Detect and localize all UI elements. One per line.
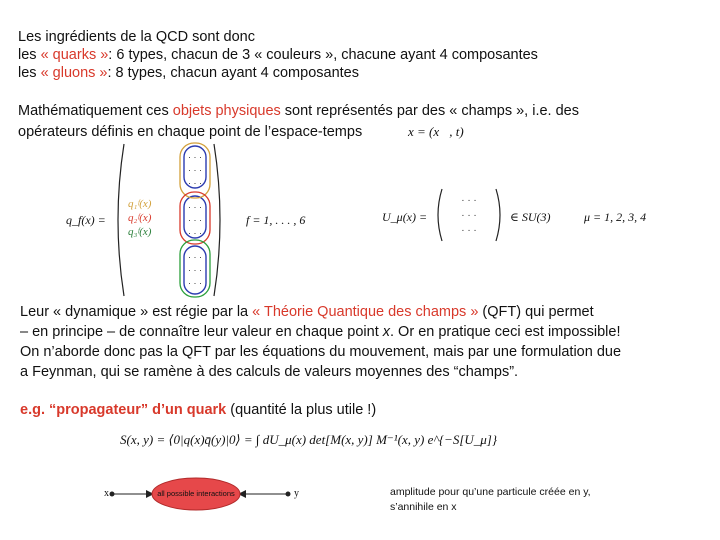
quarks-pre: les: [18, 47, 41, 63]
svg-text:· · ·: · · ·: [188, 152, 202, 162]
page-title: Les ingrédients de la QCD sont donc: [18, 29, 255, 45]
dynamics-post: (QFT) qui permet: [478, 304, 594, 320]
diagram-y-label: y: [294, 488, 299, 499]
svg-text:· · ·: · · ·: [188, 202, 202, 212]
gluons-pre: les: [18, 65, 41, 81]
svg-text:· · ·: · · ·: [461, 195, 477, 206]
interaction-bubble-label: all possible interactions: [157, 489, 235, 498]
propagator-post: (quantité la plus utile !): [226, 402, 377, 418]
dynamics-l2-pre: – en principe – de connaître leur valeur en chaque point: [20, 324, 383, 340]
diagram-caption-2: s’annihile en x: [390, 501, 457, 513]
quark-field-lhs: q_f(x) =: [66, 213, 106, 227]
gluons-line: [18, 64, 359, 82]
flavor-range: f = 1, . . . , 6: [246, 213, 306, 227]
math-intro-post: sont représentés par des « champs », i.e. des: [280, 103, 579, 119]
qft-term: « Théorie Quantique des champs »: [252, 304, 479, 320]
svg-text:· · ·: · · ·: [188, 215, 202, 225]
svg-text:· · ·: · · ·: [461, 225, 477, 236]
svg-text:· · ·: · · ·: [188, 178, 202, 188]
propagator-line: [20, 401, 376, 419]
quarks-post: : 6 types, chacun de 3 « couleurs », chacune ayant 4 composantes: [108, 47, 538, 63]
dynamics-line3: On n’aborde donc pas la QFT par les équations du mouvement, mais par une formulation due: [20, 344, 622, 360]
svg-text:· · ·: · · ·: [461, 210, 477, 221]
su3-membership: ∈ SU(3): [510, 210, 551, 224]
dynamics-line1: [20, 303, 594, 321]
dynamics-line2: [20, 323, 621, 341]
gluons-term: « gluons »: [40, 65, 108, 81]
diagram-x-label: x: [104, 488, 109, 499]
dynamics-x: x: [382, 324, 390, 340]
mu-range: μ = 1, 2, 3, 4: [584, 210, 647, 224]
quark-entry-3: q₃ᶠ(x): [128, 226, 152, 238]
propagator-term: e.g. “propagateur” d’un quark: [20, 402, 227, 418]
math-intro-pre: Mathématiquement ces: [18, 103, 173, 119]
quarks-line: [18, 46, 538, 64]
svg-text:· · ·: · · ·: [188, 228, 202, 238]
math-intro-line1: [18, 102, 579, 120]
gluon-field-lhs: U_μ(x) =: [382, 210, 428, 224]
diagram-caption-1: amplitude pour qu’une particule créée en y,: [390, 486, 591, 498]
quark-entry-2: q₂ᶠ(x): [128, 212, 152, 224]
svg-text:· · ·: · · ·: [188, 265, 202, 275]
svg-text:· · ·: · · ·: [188, 278, 202, 288]
spacetime-formula: x = (x⃗, t): [408, 124, 464, 139]
svg-text:· · ·: · · ·: [188, 165, 202, 175]
gluons-post: : 8 types, chacun ayant 4 composantes: [107, 65, 359, 81]
quark-entry-1: q₁ᶠ(x): [128, 198, 152, 210]
dynamics-pre: Leur « dynamique » est régie par la: [20, 304, 253, 320]
dynamics-line4: a Feynman, qui se ramène à des calculs de valeurs moyennes des “champs”.: [20, 364, 519, 380]
math-intro-line2: opérateurs définis en chaque point de l’espace-temps: [18, 124, 363, 140]
propagator-formula: S(x, y) = ⟨0|q(x)q̄(y)|0⟩ = ∫ dU_μ(x) det[M(x, y)] M⁻¹(x, y) e^{−S[U_μ]}: [120, 432, 498, 447]
gluon-matrix: [434, 186, 504, 244]
quarks-term: « quarks »: [40, 47, 109, 63]
dynamics-l2-post: . Or en pratique ceci est impossible!: [390, 324, 621, 340]
physical-objects-term: objets physiques: [172, 103, 281, 119]
svg-text:· · ·: · · ·: [188, 252, 202, 262]
